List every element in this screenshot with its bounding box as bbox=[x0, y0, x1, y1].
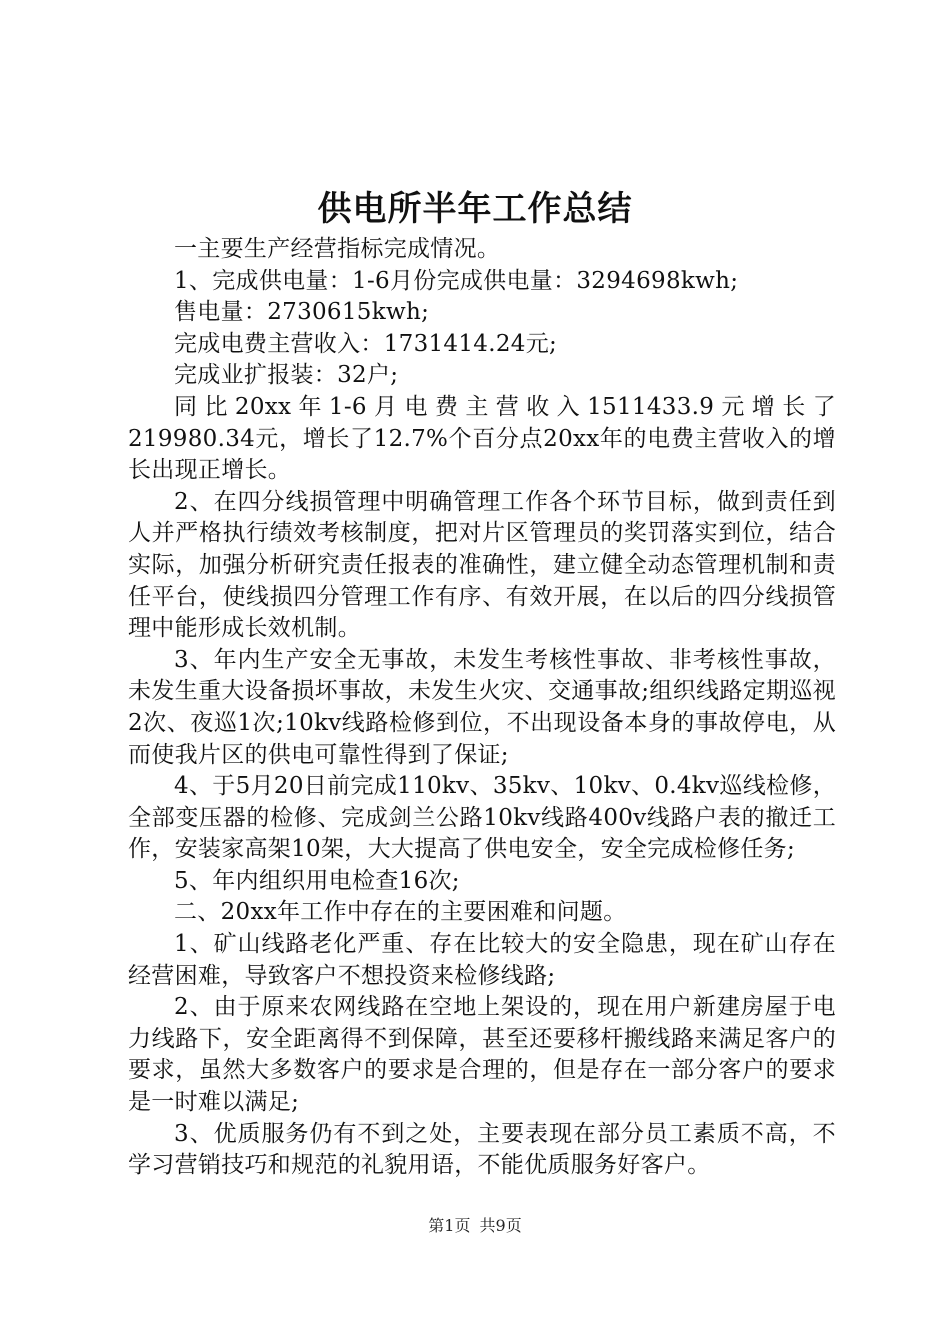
paragraph: 完成电费主营收入：1731414.24元; bbox=[174, 330, 558, 357]
paragraph: 完成业扩报装：32户; bbox=[174, 362, 399, 389]
paragraph: 售电量：2730615kwh; bbox=[174, 299, 430, 326]
paragraph: 二、20xx年工作中存在的主要困难和问题。 bbox=[174, 899, 627, 926]
document-body bbox=[128, 234, 836, 1182]
paragraph: 一主要生产经营指标完成情况。 bbox=[174, 236, 501, 262]
paragraph: 2、由于原来农网线路在空地上架设的，现在用户新建房屋于电力线路下，安全距离得不到保障，甚至还要移杆搬线路来满足客户的要求，虽然大多数客户的要求是合理的，但是存在一部分客户的要求是一时难以满足; bbox=[128, 994, 836, 1116]
paragraph: 3、年内生产安全无事故，未发生考核性事故、非考核性事故，未发生重大设备损坏事故，未发生火灾、交通事故;组织线路定期巡视2次、夜巡1次;10kv线路检修到位，不出现设备本身的事故停电，从而使我片区的供电可靠性得到了保证; bbox=[128, 646, 836, 768]
paragraph: 2、在四分线损管理中明确管理工作各个环节目标，做到责任到人并严格执行绩效考核制度，把对片区管理员的奖罚落实到位，结合实际，加强分析研究责任报表的准确性，建立健全动态管理机制和责任平台，使线损四分管理工作有序、有效开展，在以后的四分线损管理中能形成长效机制。 bbox=[128, 488, 836, 642]
paragraph: 1、完成供电量：1-6月份完成供电量：3294698kwh; bbox=[174, 267, 739, 294]
page-footer bbox=[0, 1215, 950, 1237]
page-total: 共9页 bbox=[479, 1216, 522, 1235]
paragraph: 同比20xx年1-6月电费主营收入1511433.9元增长了219980.34元，增长了12.7%个百分点20xx年的电费主营收入的增长出现正增长。 bbox=[128, 393, 836, 484]
document-title: 供电所半年工作总结 bbox=[317, 189, 633, 229]
paragraph: 3、优质服务仍有不到之处，主要表现在部分员工素质不高，不学习营销技巧和规范的礼貌用语，不能优质服务好客户。 bbox=[128, 1120, 836, 1179]
page-number: 第1页 bbox=[428, 1216, 471, 1235]
paragraph: 1、矿山线路老化严重、存在比较大的安全隐患，现在矿山存在经营困难，导致客户不想投资来检修线路; bbox=[128, 931, 836, 989]
paragraph: 4、于5月20日前完成110kv、35kv、10kv、0.4kv巡线检修，全部变压器的检修、完成剑兰公路10kv线路400v线路户表的撤迁工作，安装家高架10架，大大提高了供电安全，安全完成检修任务; bbox=[128, 773, 836, 863]
paragraph: 5、年内组织用电检查16次; bbox=[174, 867, 460, 894]
